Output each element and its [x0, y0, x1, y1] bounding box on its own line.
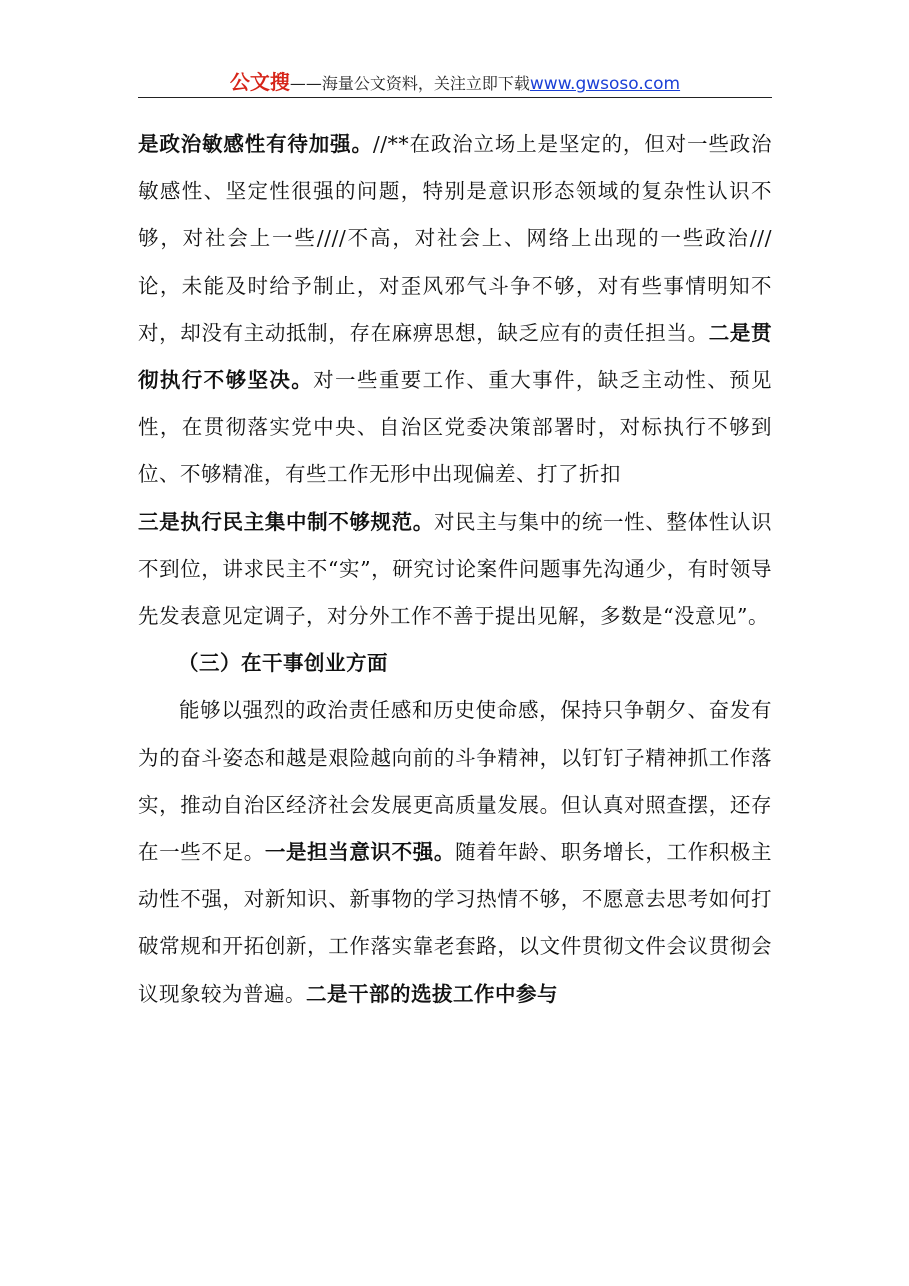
body-text-segment: 对一些重要工作、重大事件，缺乏主动性、预见性，在贯彻落实党中央、自治区党委决策部署时，对标执行不够到位、不够精准，有些工作无形中出现偏差、打了折扣: [138, 368, 773, 487]
body-text-segment: 对民主与集中的统一性、整体性认识不到位，讲求民主不“实”，研究讨论案件问题事先沟通少，有时领导先发表意见定调子，对分外工作不善于提出见解，多数是“没意见”。: [138, 509, 773, 629]
body-text-segment: //**在政治立场上是坚定的，但对一些政治敏感性、坚定性很强的问题，特别是意识形态领域的复杂性认识不够，对社会上一些////不高，对社会上、网络上出现的一些政治///论，未能及时给予制止，对歪风邪气斗争不够，对有些事情明知不对，却没有主动抵制，存在麻痹思想，缺乏应有的责任担当。: [138, 132, 773, 345]
body-text-segment: 随着年龄、职务增长，工作积极主动性不强，对新知识、新事物的学习热情不够，不愿意去思考如何打破常规和开拓创新，工作落实靠老套路，以文件贯彻文件会议贯彻会议现象较为普遍。: [138, 840, 773, 1006]
header-brand: 公文搜: [229, 70, 290, 94]
paragraph-2: [138, 499, 772, 641]
heading-implementation: 二是贯彻执行不够坚决。: [138, 320, 773, 393]
paragraph-3: [138, 687, 772, 1017]
header-tagline: ——海量公文资料，关注立即下载: [289, 74, 530, 93]
heading-cadre-selection: 二是干部的选拔工作中参与: [306, 981, 558, 1006]
heading-democratic-centralism: 三是执行民主集中制不够规范。: [138, 509, 434, 534]
paragraph-1: [138, 121, 772, 499]
header-link[interactable]: www.gwsoso.com: [529, 74, 681, 94]
section-subheading: （三）在干事创业方面: [178, 651, 388, 676]
document-body: [138, 121, 772, 1018]
body-text-segment: 能够以强烈的政治责任感和历史使命感，保持只争朝夕、奋发有为的奋斗姿态和越是艰险越向前的斗争精神，以钉钉子精神抓工作落实，推动自治区经济社会发展更高质量发展。但认真对照查摆，还存在一些不足。: [138, 698, 772, 865]
page-header: [138, 66, 772, 98]
heading-political-sensitivity: 是政治敏感性有待加强。: [138, 132, 373, 156]
heading-responsibility: 一是担当意识不强。: [264, 840, 456, 865]
header-divider: [138, 97, 772, 98]
